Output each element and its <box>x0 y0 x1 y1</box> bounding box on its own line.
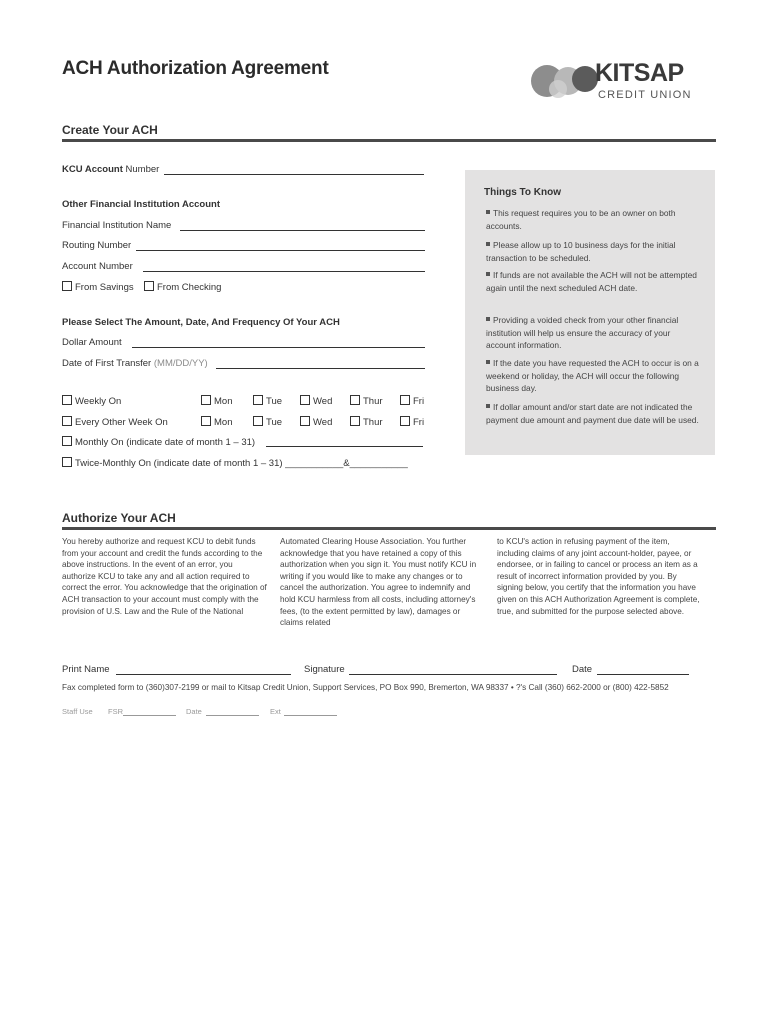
create-section-rule <box>62 139 716 142</box>
from-checking-option[interactable]: From Checking <box>144 281 221 293</box>
bullet-icon <box>486 360 490 364</box>
bullet-icon <box>486 317 490 321</box>
biweekly-wed-checkbox[interactable] <box>300 416 310 426</box>
tip-item: If funds are not available the ACH will not be attempted again until the next scheduled ACH date. <box>486 270 697 293</box>
authorize-text-col3: to KCU's action in refusing payment of the item, including claims of any joint account-holder, payee, or endorsee, or in failing to cancel or process an item as a result of incorrect information provided by you. By signing below, you certify that the information you have given on this ACH Authorization Agreement is complete, true, and submitted for the purpose selected above. <box>497 537 700 616</box>
bullet-icon <box>486 404 490 408</box>
biweekly-day-tue[interactable]: Tue <box>253 416 282 428</box>
fi-name-label: Financial Institution Name <box>62 220 172 231</box>
date-field[interactable] <box>597 674 689 675</box>
dollar-amount-field[interactable] <box>132 347 425 348</box>
fax-instructions: Fax completed form to (360)307-2199 or mail to Kitsap Credit Union, Support Services, PO Box 990, Bremerton, WA 98337 • ?'s Call (360) 662-2000 or (800) 422-5852 <box>62 683 669 692</box>
page-title: ACH Authorization Agreement <box>62 58 329 79</box>
monthly-on-option[interactable]: Monthly On (indicate date of month 1 – 31) <box>62 436 255 448</box>
biweekly-thur-checkbox[interactable] <box>350 416 360 426</box>
create-section-title: Create Your ACH <box>62 123 158 137</box>
first-transfer-field[interactable] <box>216 368 425 369</box>
account-number-field[interactable] <box>143 271 425 272</box>
kitsap-logo <box>530 58 720 104</box>
kcu-account-label: KCU Account Number <box>62 164 160 175</box>
weekly-day-wed[interactable]: Wed <box>300 395 332 407</box>
first-transfer-label: Date of First Transfer (MM/DD/YY) <box>62 358 208 369</box>
from-checking-checkbox[interactable] <box>144 281 154 291</box>
signature-label: Signature <box>304 664 345 675</box>
weekly-mon-checkbox[interactable] <box>201 395 211 405</box>
biweekly-day-fri[interactable]: Fri <box>400 416 424 428</box>
other-fi-title: Other Financial Institution Account <box>62 199 220 210</box>
print-name-field[interactable] <box>116 674 291 675</box>
weekly-thur-checkbox[interactable] <box>350 395 360 405</box>
weekly-day-thur[interactable]: Thur <box>350 395 383 407</box>
weekly-fri-checkbox[interactable] <box>400 395 410 405</box>
ext-field[interactable] <box>284 715 337 716</box>
twice-monthly-option[interactable]: Twice-Monthly On (indicate date of month 1 – 31) ___________&___________ <box>62 457 408 469</box>
logo-name: KITSAP <box>595 59 684 87</box>
monthly-on-checkbox[interactable] <box>62 436 72 446</box>
weekly-wed-checkbox[interactable] <box>300 395 310 405</box>
biweekly-day-thur[interactable]: Thur <box>350 416 383 428</box>
from-savings-option[interactable]: From Savings <box>62 281 134 293</box>
logo-subtitle: CREDIT UNION <box>598 89 692 101</box>
amount-section-title: Please Select The Amount, Date, And Frequency Of Your ACH <box>62 317 340 328</box>
print-name-label: Print Name <box>62 664 110 675</box>
kcu-account-field[interactable] <box>164 174 424 175</box>
every-other-week-checkbox[interactable] <box>62 416 72 426</box>
tip-item: Please allow up to 10 business days for the initial transaction to be scheduled. <box>486 240 676 263</box>
date-label: Date <box>572 664 593 675</box>
weekly-day-fri[interactable]: Fri <box>400 395 424 407</box>
weekly-on-option[interactable]: Weekly On <box>62 395 121 407</box>
monthly-date-field[interactable] <box>266 446 423 447</box>
weekly-on-checkbox[interactable] <box>62 395 72 405</box>
routing-number-field[interactable] <box>136 250 425 251</box>
biweekly-day-wed[interactable]: Wed <box>300 416 332 428</box>
biweekly-day-mon[interactable]: Mon <box>201 416 232 428</box>
weekly-day-tue[interactable]: Tue <box>253 395 282 407</box>
logo-circles-icon <box>530 60 600 102</box>
tip-item: This request requires you to be an owner on both accounts. <box>486 208 676 231</box>
tip-item: If the date you have requested the ACH to occur is on a weekend or holiday, the ACH will occur the following business day. <box>486 358 699 393</box>
biweekly-fri-checkbox[interactable] <box>400 416 410 426</box>
biweekly-tue-checkbox[interactable] <box>253 416 263 426</box>
tip-item: Providing a voided check from your other financial institution will help us ensure the accuracy of your account information. <box>486 315 679 350</box>
every-other-week-option[interactable]: Every Other Week On <box>62 416 168 428</box>
tip-item: If dollar amount and/or start date are not indicated the payment due amount and payment due date will be used. <box>486 402 699 425</box>
staff-use-label: Staff Use <box>62 707 93 716</box>
weekly-tue-checkbox[interactable] <box>253 395 263 405</box>
authorize-section-title: Authorize Your ACH <box>62 511 176 525</box>
fsr-field[interactable] <box>123 715 176 716</box>
from-savings-checkbox[interactable] <box>62 281 72 291</box>
bullet-icon <box>486 210 490 214</box>
routing-number-label: Routing Number <box>62 240 132 251</box>
account-number-label: Account Number <box>62 261 133 272</box>
fsr-label: FSR <box>108 707 123 716</box>
biweekly-mon-checkbox[interactable] <box>201 416 211 426</box>
authorize-section-rule <box>62 527 716 530</box>
staff-date-label: Date <box>186 707 202 716</box>
things-to-know-title: Things To Know <box>484 187 562 198</box>
fi-name-field[interactable] <box>180 230 425 231</box>
staff-date-field[interactable] <box>206 715 259 716</box>
bullet-icon <box>486 242 490 246</box>
authorize-text-col2: Automated Clearing House Association. You further acknowledge that you have retained a copy of this authorization when you sign it. You must notify KCU in writing if you would like to make any changes or to cancel the authorization. You agree to indemnify and hold KCU harmless from all costs, including attorney's fees, (to the extent permitted by law), damages or claims related <box>280 537 477 628</box>
dollar-amount-label: Dollar Amount <box>62 337 122 348</box>
ext-label: Ext <box>270 707 281 716</box>
weekly-day-mon[interactable]: Mon <box>201 395 232 407</box>
authorize-text-col1: You hereby authorize and request KCU to debit funds from your account and credit the funds according to the above instructions. In the event of an error, you authorize KCU to take any and all action required to correct the error. You acknowledge that the origination of ACH transaction to your account must comply with the provision of U.S. Law and the Rule of the National <box>62 537 267 616</box>
bullet-icon <box>486 272 490 276</box>
signature-field[interactable] <box>349 674 557 675</box>
twice-monthly-checkbox[interactable] <box>62 457 72 467</box>
